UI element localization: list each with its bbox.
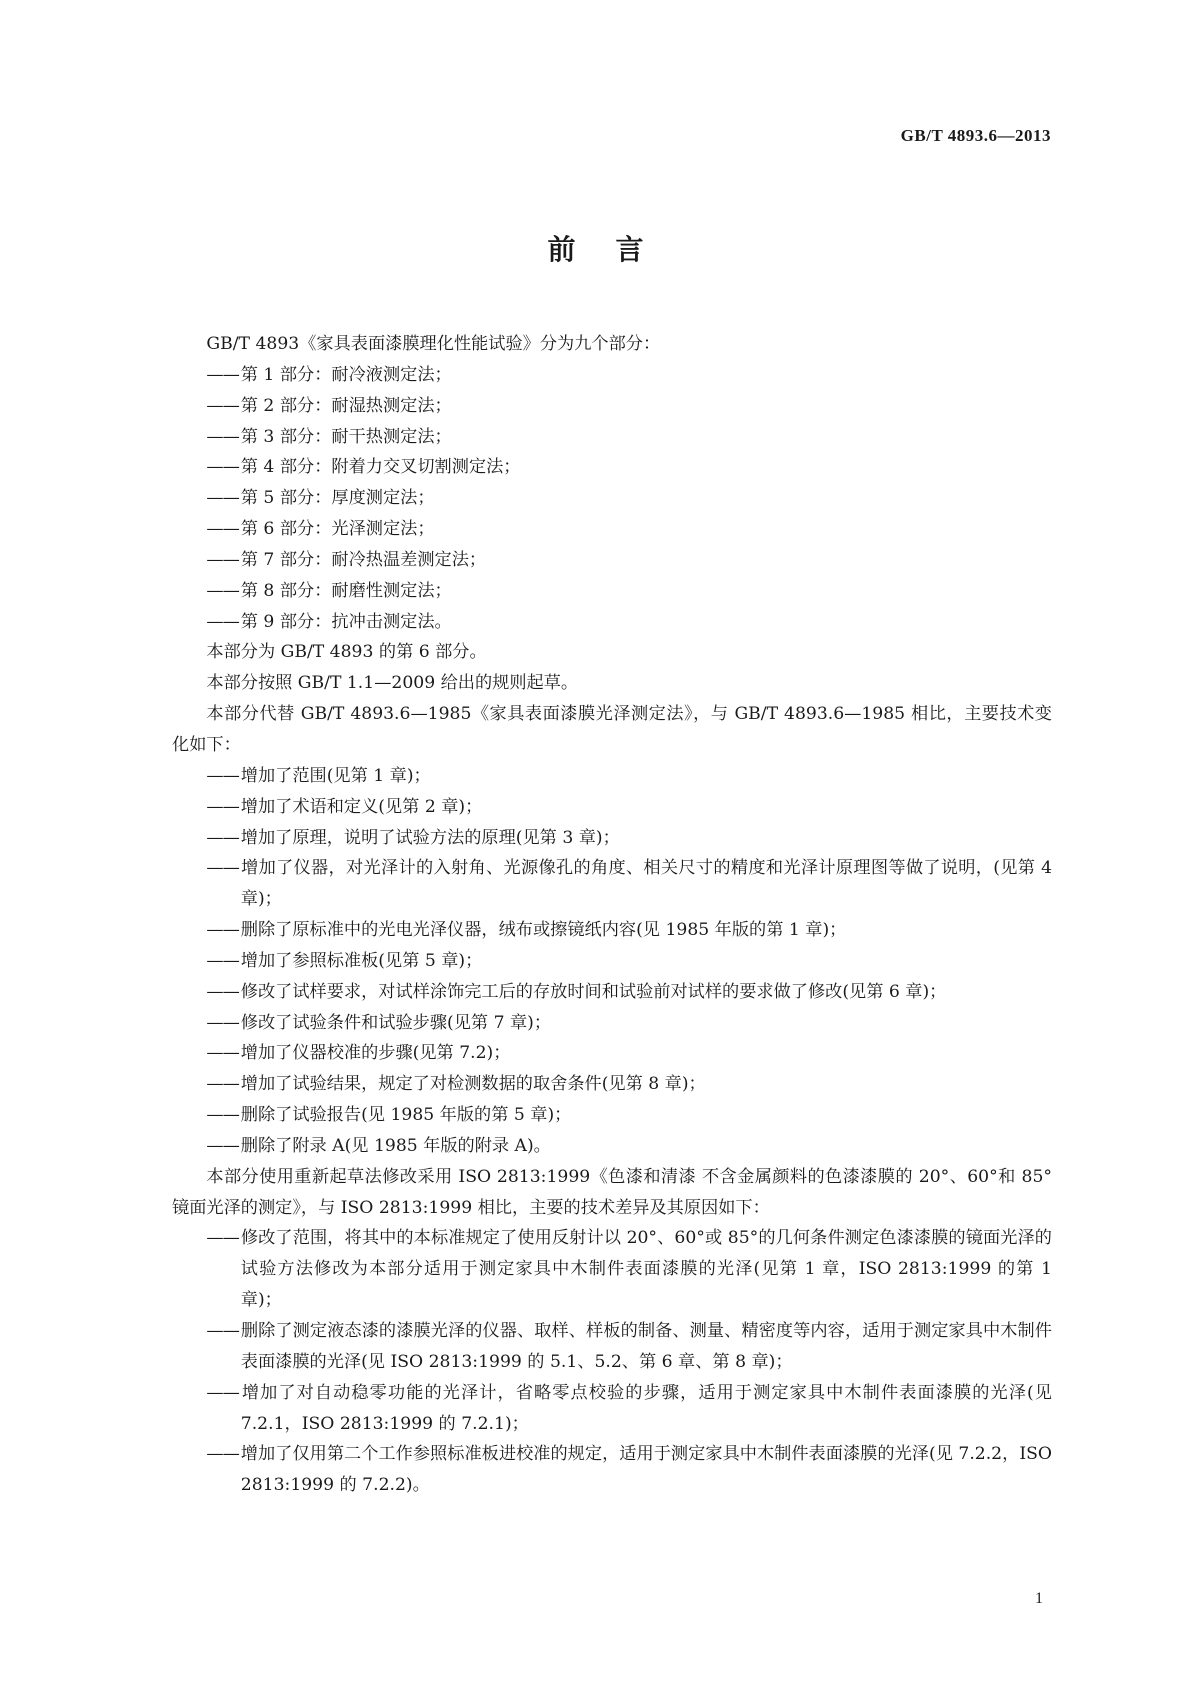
list-item-text: 修改了范围，将其中的本标准规定了使用反射计以 20°、60°或 85°的几何条件测定色漆漆膜的镜面光泽的试验方法修改为本部分适用于测定家具中木制件表面漆膜的光泽(见第 1 章，ISO 2813:1999 的第 1 章)；: [240, 1228, 1052, 1311]
dash-mark: ——: [206, 1135, 239, 1156]
dash-mark: ——: [206, 920, 239, 941]
list-item: [206, 1069, 1052, 1100]
page-title: 前言: [547, 233, 684, 266]
list-item-text: 增加了仪器，对光泽计的入射角、光源像孔的角度、相关尺寸的精度和光泽计原理图等做了说明，(见第 4 章)；: [240, 858, 1052, 910]
list-item: [206, 1223, 1052, 1316]
list-item: [206, 514, 1052, 545]
list-item-text: 第 5 部分：厚度测定法；: [240, 488, 435, 509]
replaces-paragraph: 本部分代替 GB/T 4893.6—1985《家具表面漆膜光泽测定法》，与 GB/T 4893.6—1985 相比，主要技术变化如下：: [172, 704, 1052, 755]
list-item: [206, 1100, 1052, 1131]
list-item: [206, 452, 1052, 483]
dash-mark: ——: [206, 1043, 239, 1064]
list-item-text: 增加了试验结果，规定了对检测数据的取舍条件(见第 8 章)；: [240, 1074, 706, 1095]
list-item-text: 第 1 部分：耐冷液测定法；: [240, 364, 452, 385]
list-item-text: 增加了参照标准板(见第 5 章)；: [240, 950, 483, 971]
drafting-rules-paragraph: 本部分按照 GB/T 1.1—2009 给出的规则起草。: [206, 673, 579, 694]
list-item: [206, 977, 1052, 1008]
dash-mark: ——: [206, 1074, 239, 1095]
list-item-text: 增加了仅用第二个工作参照标准板进校准的规定，适用于测定家具中木制件表面漆膜的光泽(见 7.2.2，ISO 2813:1999 的 7.2.2)。: [240, 1444, 1052, 1496]
dash-mark: ——: [206, 1012, 239, 1033]
dash-mark: ——: [206, 1444, 239, 1465]
list-item: [206, 545, 1052, 576]
list-item-text: 增加了原理，说明了试验方法的原理(见第 3 章)；: [240, 827, 620, 848]
dash-mark: ——: [206, 549, 239, 570]
dash-mark: ——: [206, 395, 239, 416]
dash-mark: ——: [206, 950, 239, 971]
list-item-text: 删除了测定液态漆的漆膜光泽的仪器、取样、样板的制备、测量、精密度等内容，适用于测定家具中木制件表面漆膜的光泽(见 ISO 2813:1999 的 5.1、5.2、第 6 章、第 8 章)；: [240, 1321, 1052, 1372]
list-item-text: 修改了试样要求，对试样涂饰完工后的存放时间和试验前对试样的要求做了修改(见第 6 章)；: [240, 981, 947, 1002]
dash-mark: ——: [206, 580, 239, 601]
list-item: [206, 823, 1052, 854]
dash-mark: ——: [206, 796, 239, 817]
intro-paragraph: GB/T 4893《家具表面漆膜理化性能试验》分为九个部分：: [206, 334, 661, 354]
dash-mark: ——: [206, 611, 239, 632]
list-item-text: 修改了试验条件和试验步骤(见第 7 章)；: [240, 1012, 552, 1033]
list-item-text: 第 7 部分：耐冷热温差测定法；: [240, 549, 487, 570]
foreword-body: [172, 329, 1052, 1501]
list-item: [206, 915, 1052, 946]
list-item: [206, 761, 1052, 792]
list-item: [206, 576, 1052, 607]
list-item: [206, 946, 1052, 977]
list-item-text: 第 8 部分：耐磨性测定法；: [240, 580, 452, 601]
list-item-text: 第 9 部分：抗冲击测定法。: [240, 611, 452, 632]
dash-mark: ——: [206, 1105, 239, 1126]
list-item: [206, 1038, 1052, 1069]
iso-differences-list: [172, 1223, 1052, 1501]
iso-paragraph: 本部分使用重新起草法修改采用 ISO 2813:1999《色漆和清漆 不含金属颜料的色漆漆膜的 20°、60°和 85°镜面光泽的测定》，与 ISO 2813:1999 相比，主要的技术差异及其原因如下：: [172, 1166, 1052, 1218]
dash-mark: ——: [206, 981, 239, 1002]
dash-mark: ——: [206, 1321, 239, 1341]
dash-mark: ——: [206, 364, 239, 385]
list-item: [206, 483, 1052, 514]
list-item-text: 第 4 部分：附着力交叉切割测定法；: [240, 457, 521, 478]
list-item-text: 增加了对自动稳零功能的光泽计，省略零点校验的步骤，适用于测定家具中木制件表面漆膜的光泽(见 7.2.1，ISO 2813:1999 的 7.2.1)；: [240, 1382, 1052, 1434]
list-item-text: 删除了原标准中的光电光泽仪器，绒布或擦镜纸内容(见 1985 年版的第 1 章)；: [240, 920, 847, 941]
list-item-text: 删除了试验报告(见 1985 年版的第 5 章)；: [240, 1105, 572, 1126]
dash-mark: ——: [206, 858, 239, 879]
part-of-paragraph: 本部分为 GB/T 4893 的第 6 部分。: [206, 642, 487, 663]
list-item-text: 增加了范围(见第 1 章)；: [240, 765, 431, 786]
list-item-text: 第 3 部分：耐干热测定法；: [240, 426, 452, 447]
parts-list: [172, 360, 1052, 638]
list-item: [206, 391, 1052, 422]
standard-code: GB/T 4893.6—2013: [900, 126, 1051, 145]
list-item: [206, 1439, 1052, 1501]
list-item: [206, 360, 1052, 391]
list-item-text: 第 2 部分：耐湿热测定法；: [240, 395, 452, 416]
list-item-text: 删除了附录 A(见 1985 年版的附录 A)。: [240, 1135, 551, 1156]
changes-list: [172, 761, 1052, 1162]
list-item: [206, 1131, 1052, 1162]
list-item: [206, 1316, 1052, 1378]
dash-mark: ——: [206, 1228, 239, 1249]
dash-mark: ——: [206, 1382, 239, 1403]
dash-mark: ——: [206, 488, 239, 509]
list-item: [206, 792, 1052, 823]
dash-mark: ——: [206, 457, 239, 478]
list-item-text: 第 6 部分：光泽测定法；: [240, 519, 435, 540]
list-item: [206, 853, 1052, 915]
list-item-text: 增加了术语和定义(见第 2 章)；: [240, 796, 483, 817]
dash-mark: ——: [206, 765, 239, 786]
dash-mark: ——: [206, 519, 239, 540]
list-item: [206, 422, 1052, 453]
list-item: [206, 607, 1052, 638]
list-item: [206, 1008, 1052, 1039]
page-number: 1: [1035, 1590, 1043, 1607]
dash-mark: ——: [206, 426, 239, 447]
list-item-text: 增加了仪器校准的步骤(见第 7.2)；: [240, 1043, 511, 1064]
list-item: [206, 1378, 1052, 1440]
dash-mark: ——: [206, 827, 239, 848]
